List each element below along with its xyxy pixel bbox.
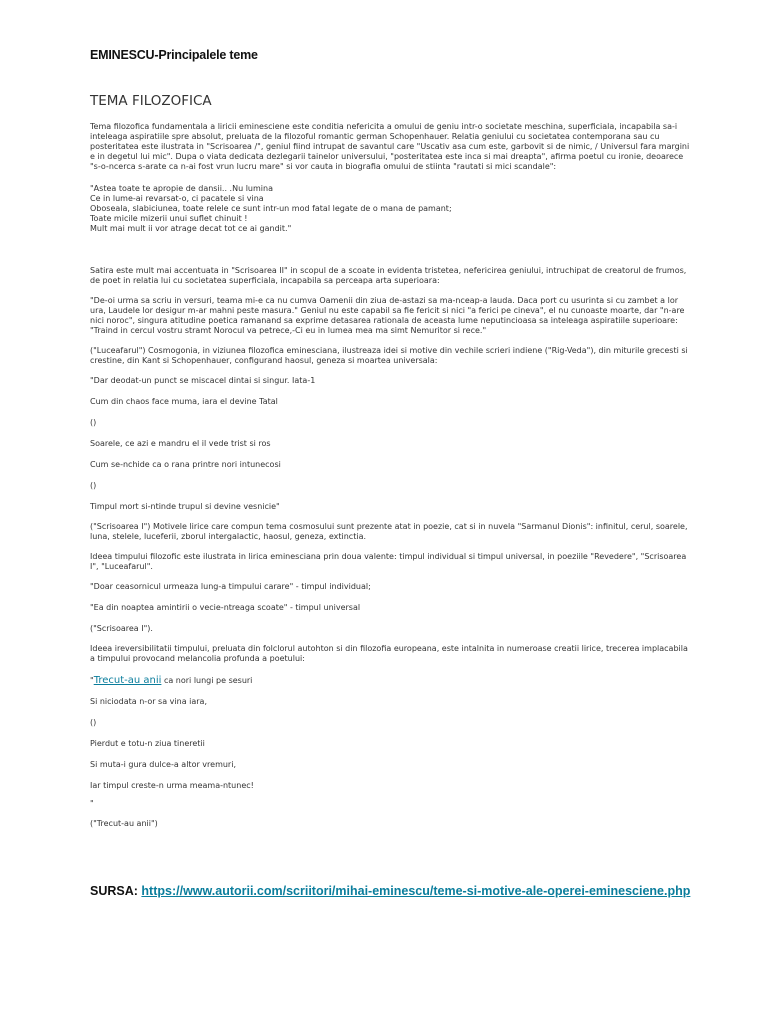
verse-ellipsis: () <box>90 481 97 490</box>
paragraph-ireversibil: Ideea ireversibilitatii timpului, preluata din folclorul autohton si din filozofia europeana, este intalnita in numeroase creatii lirice, trecerea implacabila a timpului provocand melancolia profunda a poetului: <box>90 644 688 663</box>
quote-open: " <box>90 676 94 685</box>
verse-line: Cum din chaos face muma, iara el devine Tatal <box>90 397 278 406</box>
source-label: SURSA: <box>90 884 142 898</box>
source-link[interactable]: https://www.autorii.com/scriitori/mihai-eminescu/teme-si-motive-ale-operei-eminesciene.php <box>141 884 691 898</box>
verse-line: "Dar deodat-un punct se miscacel dintai si singur. Iata-1 <box>90 376 316 385</box>
verse-line: Si niciodata n-or sa vina iara, <box>90 697 207 706</box>
citation: ("Scrisoarea I"). <box>90 624 153 633</box>
document-body <box>90 122 690 829</box>
paragraph-quote-2: "De-oi urma sa scriu in versuri, teama mi-e ca nu cumva Oamenii din ziua de-astazi sa ma-nceap-a lauda. Daca port cu usurinta si cu zambet a lor ura, Laudele lor desigur m-ar mahni peste masura." Geniul nu este capabil sa fie fericit si nici "a ferici pe cineva", el nu cunoaste moarte, dar "n-are nici noroc", singura atitudine poetica ramanand sa exprime detasarea rationala de aceasta lume neputincioasa sa inteleaga aspiratiile superioare: "Traind in cercul vostru stramt Norocul va petrece,-Ci eu in lumea mea ma simt Nemuritor si rece." <box>90 296 685 335</box>
verse-closing-quote: " <box>90 799 94 808</box>
verse-line: Timpul mort si-ntinde trupul si devine vesnicie" <box>90 502 280 511</box>
paragraph-intro: Tema filozofica fundamentala a liricii eminesciene este conditia nefericita a omului de geniu intr-o societate meschina, superficiala, incapabila sa-i inteleaga aspiratiile spre absolut, preluata de la filozoful romantic german Schopenhauer. Relatia geniului cu societatea contemporana sau cu posteritatea este ilustrata in "Scrisoarea /", geniul fiind intrupat de savantul care "Uscativ asa cum este, garbovit si de nimic, / Universul fara margini e in degetul lui mic". Dupa o viata dedicata dezlegarii tainelor universului, "posteritatea este inca si mai dreapta", afirma poetul cu ironie, deoarece "s-o-ncerca s-arate ca n-ai fost vrun lucru mare" si vor cauta in biografia omului de stiinta "rautati si mici scandale": <box>90 122 690 171</box>
document-title: EMINESCU-Principalele teme <box>90 48 258 62</box>
verse-rest: ca nori lungi pe sesuri <box>161 676 253 685</box>
verse-ellipsis: () <box>90 718 97 727</box>
verse-line-with-link <box>90 676 690 686</box>
section-heading: TEMA FILOZOFICA <box>90 93 212 109</box>
verse-line: "Doar ceasornicul urmeaza lung-a timpului carare" - timpul individual; <box>90 582 371 591</box>
verse-line: "Ea din noaptea amintirii o vecie-ntreaga scoate" - timpul universal <box>90 603 361 612</box>
citation: ("Trecut-au anii") <box>90 819 158 828</box>
quote-block-1: "Astea toate te apropie de dansii.. .Nu lumina Ce in lume-ai revarsat-o, ci pacatele si vina Oboseala, slabiciunea, toate relele ce sunt intr-un mod fatal legate de o mana de pamant; Toate micile mizerii unui suflet chinuit ! Mult mai mult ii vor atrage decat tot ce ai gandit." <box>90 184 452 233</box>
paragraph-timp: Ideea timpului filozofic este ilustrata in lirica eminesciana prin doua valente: timpul individual si timpul universal, in poeziile "Revedere", "Scrisoarea I", "Luceafarul". <box>90 552 687 571</box>
verse-ellipsis: () <box>90 418 97 427</box>
verse-line: Si muta-i gura dulce-a altor vremuri, <box>90 760 236 769</box>
verse-line: Iar timpul creste-n urma meama-ntunec! <box>90 781 254 790</box>
verse-line: Pierdut e totu-n ziua tineretii <box>90 739 205 748</box>
trecut-au-anii-link[interactable]: Trecut-au anii <box>93 675 162 686</box>
verse-line: Soarele, ce azi e mandru el il vede trist si ros <box>90 439 271 448</box>
verse-line: Cum se-nchide ca o rana printre nori intunecosi <box>90 460 281 469</box>
paragraph-cosmos: ("Scrisoarea I") Motivele lirice care compun tema cosmosului sunt prezente atat in poezie, cat si in nuvela "Sarmanul Dionis": infinitul, cerul, soarele, luna, stelele, luceferii, zborul intergalactic, haosul, geneza, extinctia. <box>90 522 688 541</box>
paragraph-cosmogonia: ("Luceafarul") Cosmogonia, in viziunea filozofica eminesciana, ilustreaza idei si motive din vechile scrieri indiene ("Rig-Veda"), din miturile grecesti si crestine, din Kant si Schopenhauer, configurand haosul, geneza si moartea universala: <box>90 346 688 365</box>
source-line <box>90 884 690 898</box>
paragraph-satira: Satira este mult mai accentuata in "Scrisoarea II" in scopul de a scoate in evidenta tristetea, nefericirea geniului, intruchipat de creatorul de frumos, de poet in relatia lui cu societatea superficiala, incapabila sa perceapa arta superioara: <box>90 266 687 285</box>
